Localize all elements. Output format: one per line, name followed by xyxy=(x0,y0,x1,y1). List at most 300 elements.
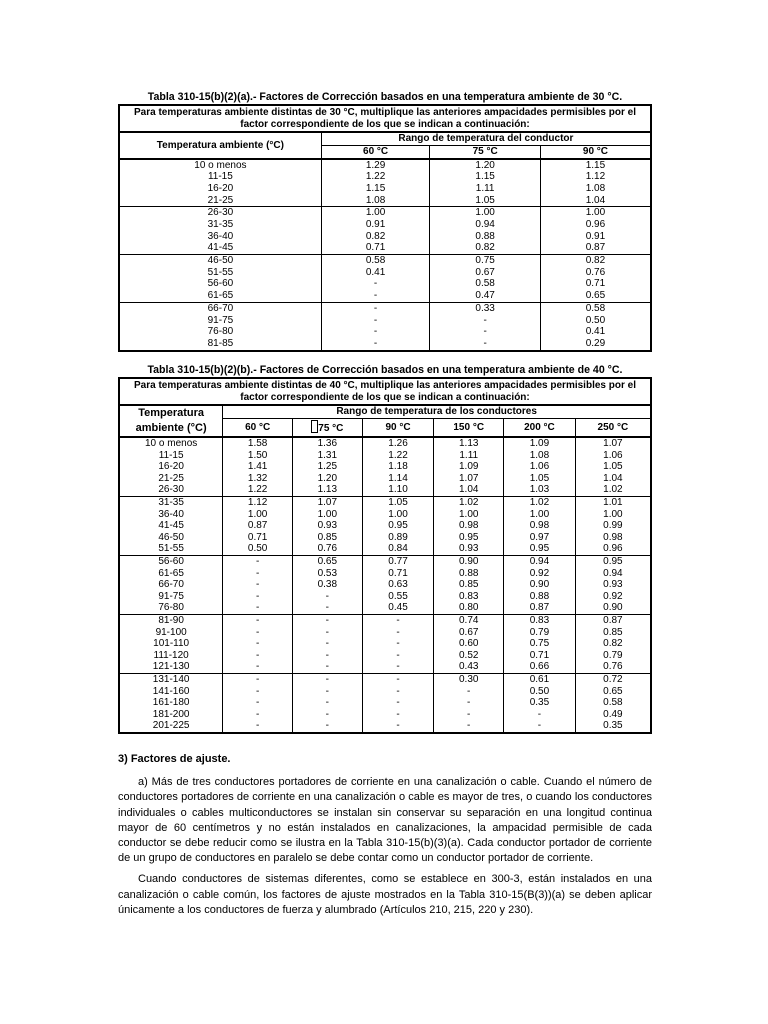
factor-cell: 1.08 xyxy=(540,183,651,195)
factor-cell: 0.98 xyxy=(434,520,504,532)
factor-cell: - xyxy=(223,673,293,685)
factor-cell: - xyxy=(292,602,362,614)
table-row xyxy=(119,231,651,243)
table-row xyxy=(119,650,651,662)
factor-cell: 0.88 xyxy=(504,591,576,603)
factor-cell: 0.85 xyxy=(292,532,362,544)
factor-cell: 0.99 xyxy=(575,520,651,532)
factor-cell: 0.84 xyxy=(362,543,434,555)
ambient-temp-cell: 46-50 xyxy=(119,255,321,267)
column-header: 200 °C xyxy=(504,419,576,438)
factor-cell: 0.76 xyxy=(575,661,651,673)
factor-cell: 1.58 xyxy=(223,437,293,450)
ambient-temp-cell: 10 o menos xyxy=(145,438,198,450)
factor-cell: 0.71 xyxy=(321,242,430,254)
table-row xyxy=(119,555,651,567)
ambient-temp-cell: 10 o menos xyxy=(194,159,247,171)
table-row xyxy=(119,697,651,709)
factor-cell: - xyxy=(362,638,434,650)
factor-cell: 0.85 xyxy=(434,579,504,591)
ambient-temp-cell: 46-50 xyxy=(158,531,184,543)
factor-cell: 1.00 xyxy=(292,509,362,521)
factor-cell: - xyxy=(321,290,430,302)
factor-cell: 0.75 xyxy=(430,255,541,267)
factor-cell: 1.31 xyxy=(292,450,362,462)
ambient-temp-cell: 181-200 xyxy=(152,708,190,720)
ambient-temp-cell: 56-60 xyxy=(119,555,223,567)
factor-cell: 1.50 xyxy=(223,450,293,462)
table1-range-header: Rango de temperatura del conductor xyxy=(321,132,651,145)
factor-cell: 0.63 xyxy=(362,579,434,591)
factor-cell: 1.05 xyxy=(430,195,541,207)
factor-cell: - xyxy=(362,685,434,697)
table-row xyxy=(119,473,651,485)
factor-cell: 0.30 xyxy=(434,673,504,685)
ambient-temp-cell: 131-140 xyxy=(119,673,223,685)
factor-cell: 1.00 xyxy=(504,509,576,521)
factor-cell: 1.00 xyxy=(434,509,504,521)
factor-cell: - xyxy=(362,661,434,673)
factor-cell: 0.76 xyxy=(540,267,651,279)
column-header: 75 °C xyxy=(430,145,541,159)
factor-cell: 0.58 xyxy=(321,255,430,267)
ambient-temp-cell: 161-180 xyxy=(152,697,190,709)
factor-cell: - xyxy=(292,661,362,673)
factor-cell: 0.67 xyxy=(430,267,541,279)
factor-cell: 0.95 xyxy=(434,532,504,544)
ambient-temp-cell: 26-30 xyxy=(158,484,184,496)
factor-cell: 0.60 xyxy=(434,638,504,650)
factor-cell: - xyxy=(504,709,576,721)
ambient-temp-cell: 41-45 xyxy=(158,520,184,532)
factor-cell: 0.79 xyxy=(504,627,576,639)
ambient-temp-cell: 61-65 xyxy=(158,567,184,579)
factor-cell: 0.94 xyxy=(430,219,541,231)
factor-cell: - xyxy=(321,314,430,326)
factor-cell: 0.50 xyxy=(540,314,651,326)
factor-cell: 0.55 xyxy=(362,591,434,603)
factor-cell: - xyxy=(223,591,293,603)
factor-cell: 1.04 xyxy=(434,484,504,496)
table-row xyxy=(119,267,651,279)
factor-cell: - xyxy=(223,709,293,721)
ambient-temp-cell: 11-15 xyxy=(158,449,184,461)
ambient-temp-cell: 66-70 xyxy=(119,302,321,314)
table-row xyxy=(119,461,651,473)
factor-cell: 0.95 xyxy=(575,555,651,567)
factor-cell: - xyxy=(292,638,362,650)
factor-cell: 1.15 xyxy=(430,171,541,183)
ambient-temp-cell: 16-20 xyxy=(158,461,184,473)
factor-cell: 0.91 xyxy=(540,231,651,243)
factor-cell: - xyxy=(223,650,293,662)
factor-cell: 0.88 xyxy=(434,568,504,580)
factor-cell: 1.05 xyxy=(504,473,576,485)
ambient-temp-cell: 51-55 xyxy=(207,266,234,278)
table2-ambient-header-line2: ambiente (°C) xyxy=(135,422,207,434)
factor-cell: 0.50 xyxy=(504,685,576,697)
factor-cell: - xyxy=(362,709,434,721)
factor-cell: - xyxy=(362,627,434,639)
factor-cell: 0.82 xyxy=(321,231,430,243)
factor-cell: 1.00 xyxy=(540,207,651,219)
factor-cell: - xyxy=(292,673,362,685)
factor-cell: 0.85 xyxy=(575,627,651,639)
factor-cell: - xyxy=(223,627,293,639)
factor-cell: 0.96 xyxy=(540,219,651,231)
factor-cell: 0.71 xyxy=(540,278,651,290)
factor-cell: - xyxy=(292,697,362,709)
table-row xyxy=(119,673,651,685)
factor-cell: 1.15 xyxy=(540,159,651,172)
table-row xyxy=(119,614,651,626)
factor-cell: 0.90 xyxy=(575,602,651,614)
column-header: 60 °C xyxy=(321,145,430,159)
factor-cell: 1.41 xyxy=(223,461,293,473)
factor-cell: 1.26 xyxy=(362,437,434,450)
factor-cell: 0.87 xyxy=(504,602,576,614)
factor-cell: 0.61 xyxy=(504,673,576,685)
factor-cell: - xyxy=(223,555,293,567)
factor-cell: 0.50 xyxy=(223,543,293,555)
factor-cell: 0.71 xyxy=(223,532,293,544)
table-row xyxy=(119,302,651,314)
factor-cell: 1.10 xyxy=(362,484,434,496)
factor-cell: 0.96 xyxy=(575,543,651,555)
factor-cell: - xyxy=(504,720,576,733)
factor-cell: 1.20 xyxy=(430,159,541,172)
factor-cell: 0.83 xyxy=(434,591,504,603)
factor-cell: 0.79 xyxy=(575,650,651,662)
factor-cell: 0.98 xyxy=(575,532,651,544)
ambient-temp-cell: 121-130 xyxy=(152,661,190,673)
factor-cell: 1.09 xyxy=(434,461,504,473)
factor-cell: 1.18 xyxy=(362,461,434,473)
factor-cell: 0.41 xyxy=(321,267,430,279)
factor-cell: - xyxy=(292,685,362,697)
table-row xyxy=(119,661,651,673)
table-row xyxy=(119,568,651,580)
ambient-temp-cell: 76-80 xyxy=(207,326,234,338)
factor-cell: - xyxy=(223,685,293,697)
column-header: 250 °C xyxy=(575,419,651,438)
table-row xyxy=(119,338,651,351)
column-header xyxy=(292,419,362,438)
factor-cell: - xyxy=(292,650,362,662)
factor-cell: 0.92 xyxy=(504,568,576,580)
factor-cell: - xyxy=(292,709,362,721)
factor-cell: 0.41 xyxy=(540,326,651,338)
ambient-temp-cell: 66-70 xyxy=(158,579,184,591)
factor-cell: - xyxy=(321,326,430,338)
ambient-temp-cell: 11-15 xyxy=(207,171,233,183)
table-row xyxy=(119,255,651,267)
table1-ambient-header: Temperatura ambiente (°C) xyxy=(119,132,321,159)
factor-cell: 0.93 xyxy=(292,520,362,532)
factor-cell: 0.72 xyxy=(575,673,651,685)
paragraph-1: a) Más de tres conductores portadores de corriente en una canalización o cable. Cuando el número de conductores portadores de corriente en una canalización o cable es mayor de tres, o cuando los conductores individuales o cables multiconductores se instalan sin conservar su separación en una longitud continua mayor de 60 centímetros y no están instalados en canalizaciones, la ampacidad permisible de cada conductor se debe reducir como se ilustra en la Tabla 310-15(b)(3)(a). Cada conductor portador de corriente de un grupo de conductores en paralelo se debe contar como un conductor portador de corriente. xyxy=(118,776,652,865)
factor-cell: - xyxy=(292,720,362,733)
ambient-temp-cell: 61-65 xyxy=(207,290,234,302)
factor-cell: 0.97 xyxy=(504,532,576,544)
factor-cell: 0.83 xyxy=(504,614,576,626)
factor-cell: - xyxy=(223,661,293,673)
table-row xyxy=(119,242,651,254)
factor-cell: - xyxy=(223,579,293,591)
factor-cell: 0.65 xyxy=(540,290,651,302)
table-row xyxy=(119,219,651,231)
factor-cell: 0.91 xyxy=(321,219,430,231)
factor-cell: 0.95 xyxy=(362,520,434,532)
factor-cell: 0.87 xyxy=(575,614,651,626)
factor-cell: 0.38 xyxy=(292,579,362,591)
factor-cell: 1.08 xyxy=(321,195,430,207)
factor-cell: 0.93 xyxy=(434,543,504,555)
ambient-temp-cell: 91-75 xyxy=(158,590,184,602)
ambient-temp-cell: 76-80 xyxy=(158,602,184,614)
factor-cell: 1.13 xyxy=(434,437,504,450)
ambient-temp-cell: 91-100 xyxy=(155,626,187,638)
factor-cell: 1.06 xyxy=(504,461,576,473)
factor-cell: - xyxy=(223,638,293,650)
factor-cell: 1.00 xyxy=(321,207,430,219)
factor-cell: 0.98 xyxy=(504,520,576,532)
table-row xyxy=(119,709,651,721)
table2-title: Tabla 310-15(b)(2)(b).- Factores de Corrección basados en una temperatura ambiente de 40 °C. xyxy=(147,364,623,376)
factor-cell: 0.77 xyxy=(362,555,434,567)
factor-cell: 0.75 xyxy=(504,638,576,650)
table2-ambient-header xyxy=(119,405,223,437)
ambient-temp-cell: 21-25 xyxy=(158,472,184,484)
column-header-label: 75 °C xyxy=(318,423,344,435)
ambient-temp-cell: 91-75 xyxy=(207,314,234,326)
factor-cell: 1.06 xyxy=(575,450,651,462)
table-row xyxy=(119,171,651,183)
factor-cell: - xyxy=(362,650,434,662)
factor-cell: 1.25 xyxy=(292,461,362,473)
factor-cell: 0.67 xyxy=(434,627,504,639)
factor-cell: 0.94 xyxy=(504,555,576,567)
table-row xyxy=(119,496,651,508)
factor-cell: 0.82 xyxy=(540,255,651,267)
factor-cell: 1.02 xyxy=(504,496,576,508)
factor-cell: 0.71 xyxy=(362,568,434,580)
table-row xyxy=(119,627,651,639)
ambient-temp-cell: 31-35 xyxy=(119,496,223,508)
table-row xyxy=(119,591,651,603)
factor-cell: 0.35 xyxy=(504,697,576,709)
factor-cell: 0.29 xyxy=(540,338,651,351)
factor-cell: 0.43 xyxy=(434,661,504,673)
factor-cell: 1.03 xyxy=(504,484,576,496)
factor-cell: 0.94 xyxy=(575,568,651,580)
factor-cell: 1.02 xyxy=(575,484,651,496)
factor-cell: - xyxy=(223,614,293,626)
factor-cell: 0.87 xyxy=(540,242,651,254)
table-row xyxy=(119,520,651,532)
ambient-temp-cell: 41-45 xyxy=(207,242,234,254)
factor-cell: - xyxy=(223,602,293,614)
table-row xyxy=(119,290,651,302)
table-row xyxy=(119,602,651,614)
factor-cell: 1.04 xyxy=(575,473,651,485)
factor-cell: 0.49 xyxy=(575,709,651,721)
section-heading: 3) Factores de ajuste. xyxy=(118,753,231,765)
factor-cell: 0.58 xyxy=(575,697,651,709)
factor-cell: - xyxy=(321,278,430,290)
table-row xyxy=(119,685,651,697)
table-row xyxy=(119,484,651,496)
factor-cell: 1.14 xyxy=(362,473,434,485)
factor-cell: 1.00 xyxy=(362,509,434,521)
factor-cell: 0.66 xyxy=(504,661,576,673)
table2-ambient-header-line1: Temperatura xyxy=(138,407,205,419)
adjustment-factors-section xyxy=(118,752,652,918)
table-row xyxy=(119,532,651,544)
factor-cell: 0.80 xyxy=(434,602,504,614)
table-row xyxy=(119,207,651,219)
factor-cell: - xyxy=(321,302,430,314)
column-header: 90 °C xyxy=(362,419,434,438)
factor-cell: - xyxy=(223,697,293,709)
factor-cell: 0.58 xyxy=(540,302,651,314)
ambient-temp-cell: 36-40 xyxy=(207,230,234,242)
factor-cell: 1.01 xyxy=(575,496,651,508)
ambient-temp-cell: 81-90 xyxy=(119,614,223,626)
factor-cell: 1.02 xyxy=(434,496,504,508)
ambient-temp-cell: 81-85 xyxy=(207,337,234,349)
factor-cell: 1.00 xyxy=(430,207,541,219)
ambient-temp-cell: 111-120 xyxy=(153,649,189,661)
column-header: 90 °C xyxy=(540,145,651,159)
paragraph-2: Cuando conductores de sistemas diferentes, como se establece en 300-3, están instalados en una canalización o cable común, los factores de ajuste mostrados en la Tabla 310-15(B(3))(a) se deben aplicar únicamente a los conductores de fuerza y alumbrado (Artículos 210, 215, 220 y 230). xyxy=(118,873,652,916)
factor-cell: - xyxy=(434,709,504,721)
factor-cell: 1.15 xyxy=(321,183,430,195)
factor-cell: 1.00 xyxy=(575,509,651,521)
factor-cell: 1.05 xyxy=(575,461,651,473)
correction-table-30c xyxy=(118,104,652,352)
table-row xyxy=(119,278,651,290)
factor-cell: 1.08 xyxy=(504,450,576,462)
correction-table-40c xyxy=(118,377,652,734)
factor-cell: - xyxy=(223,568,293,580)
factor-cell: - xyxy=(430,326,541,338)
factor-cell: - xyxy=(430,314,541,326)
factor-cell: - xyxy=(292,591,362,603)
factor-cell: 0.93 xyxy=(575,579,651,591)
factor-cell: 0.35 xyxy=(575,720,651,733)
factor-cell: - xyxy=(292,614,362,626)
factor-cell: - xyxy=(362,720,434,733)
factor-cell: 0.90 xyxy=(434,555,504,567)
factor-cell: 0.76 xyxy=(292,543,362,555)
table-row xyxy=(119,450,651,462)
factor-cell: 1.11 xyxy=(430,183,541,195)
factor-cell: 1.12 xyxy=(223,496,293,508)
factor-cell: 1.11 xyxy=(434,450,504,462)
factor-cell: 0.52 xyxy=(434,650,504,662)
factor-cell: - xyxy=(434,720,504,733)
factor-cell: 1.00 xyxy=(223,509,293,521)
factor-cell: 0.33 xyxy=(430,302,541,314)
factor-cell: 1.36 xyxy=(292,437,362,450)
table-row xyxy=(119,326,651,338)
factor-cell: 1.04 xyxy=(540,195,651,207)
factor-cell: 1.13 xyxy=(292,484,362,496)
factor-cell: 0.82 xyxy=(575,638,651,650)
ambient-temp-cell: 16-20 xyxy=(207,182,234,194)
factor-cell: 1.22 xyxy=(321,171,430,183)
factor-cell: 0.65 xyxy=(575,685,651,697)
factor-cell: - xyxy=(362,697,434,709)
factor-cell: - xyxy=(362,673,434,685)
table-row xyxy=(119,159,651,172)
factor-cell: 1.32 xyxy=(223,473,293,485)
table-row xyxy=(119,437,651,450)
ambient-temp-cell: 141-160 xyxy=(152,685,190,697)
factor-cell: 0.58 xyxy=(430,278,541,290)
ambient-temp-cell: 201-225 xyxy=(152,720,190,732)
factor-cell: 0.47 xyxy=(430,290,541,302)
factor-cell: 1.12 xyxy=(540,171,651,183)
factor-cell: 0.89 xyxy=(362,532,434,544)
table-row xyxy=(119,314,651,326)
factor-cell: 0.90 xyxy=(504,579,576,591)
factor-cell: - xyxy=(434,685,504,697)
factor-cell: 0.82 xyxy=(430,242,541,254)
factor-cell: - xyxy=(430,338,541,351)
table-row xyxy=(119,638,651,650)
factor-cell: - xyxy=(362,614,434,626)
factor-cell: 1.29 xyxy=(321,159,430,172)
factor-cell: 1.07 xyxy=(292,496,362,508)
column-header: 60 °C xyxy=(223,419,293,438)
table-row xyxy=(119,195,651,207)
factor-cell: 1.07 xyxy=(434,473,504,485)
factor-cell: - xyxy=(292,627,362,639)
table2-range-header: Rango de temperatura de los conductores xyxy=(223,405,651,419)
factor-cell: 0.71 xyxy=(504,650,576,662)
table1-title: Tabla 310-15(b)(2)(a).- Factores de Corrección basados en una temperatura ambiente de 30 °C. xyxy=(147,91,623,103)
table-row xyxy=(119,579,651,591)
ambient-temp-cell: 21-25 xyxy=(207,194,234,206)
ambient-temp-cell: 101-110 xyxy=(153,638,190,650)
table2-note: Para temperaturas ambiente distintas de 40 °C, multiplique las anteriores ampacidades permisibles por el factor correspondiente de los que se indican a continuación: xyxy=(119,378,651,405)
factor-cell: 1.05 xyxy=(362,496,434,508)
factor-cell: 0.87 xyxy=(223,520,293,532)
table-row xyxy=(119,183,651,195)
ambient-temp-cell: 51-55 xyxy=(158,543,184,555)
factor-cell: 1.22 xyxy=(223,484,293,496)
factor-cell: 0.88 xyxy=(430,231,541,243)
factor-cell: 1.20 xyxy=(292,473,362,485)
table-row xyxy=(119,509,651,521)
column-header: 150 °C xyxy=(434,419,504,438)
factor-cell: 1.09 xyxy=(504,437,576,450)
table1-note: Para temperaturas ambiente distintas de 30 °C, multiplique las anteriores ampacidades permisibles por el factor correspondiente de los que se indican a continuación: xyxy=(119,105,651,132)
factor-cell: 0.53 xyxy=(292,568,362,580)
factor-cell: 0.92 xyxy=(575,591,651,603)
factor-cell: 0.95 xyxy=(504,543,576,555)
ambient-temp-cell: 31-35 xyxy=(207,219,234,231)
table-row xyxy=(119,720,651,733)
table-row xyxy=(119,543,651,555)
factor-cell: 0.74 xyxy=(434,614,504,626)
ambient-temp-cell: 26-30 xyxy=(119,207,321,219)
factor-cell: 0.45 xyxy=(362,602,434,614)
ambient-temp-cell: 36-40 xyxy=(158,508,184,520)
factor-cell: - xyxy=(434,697,504,709)
